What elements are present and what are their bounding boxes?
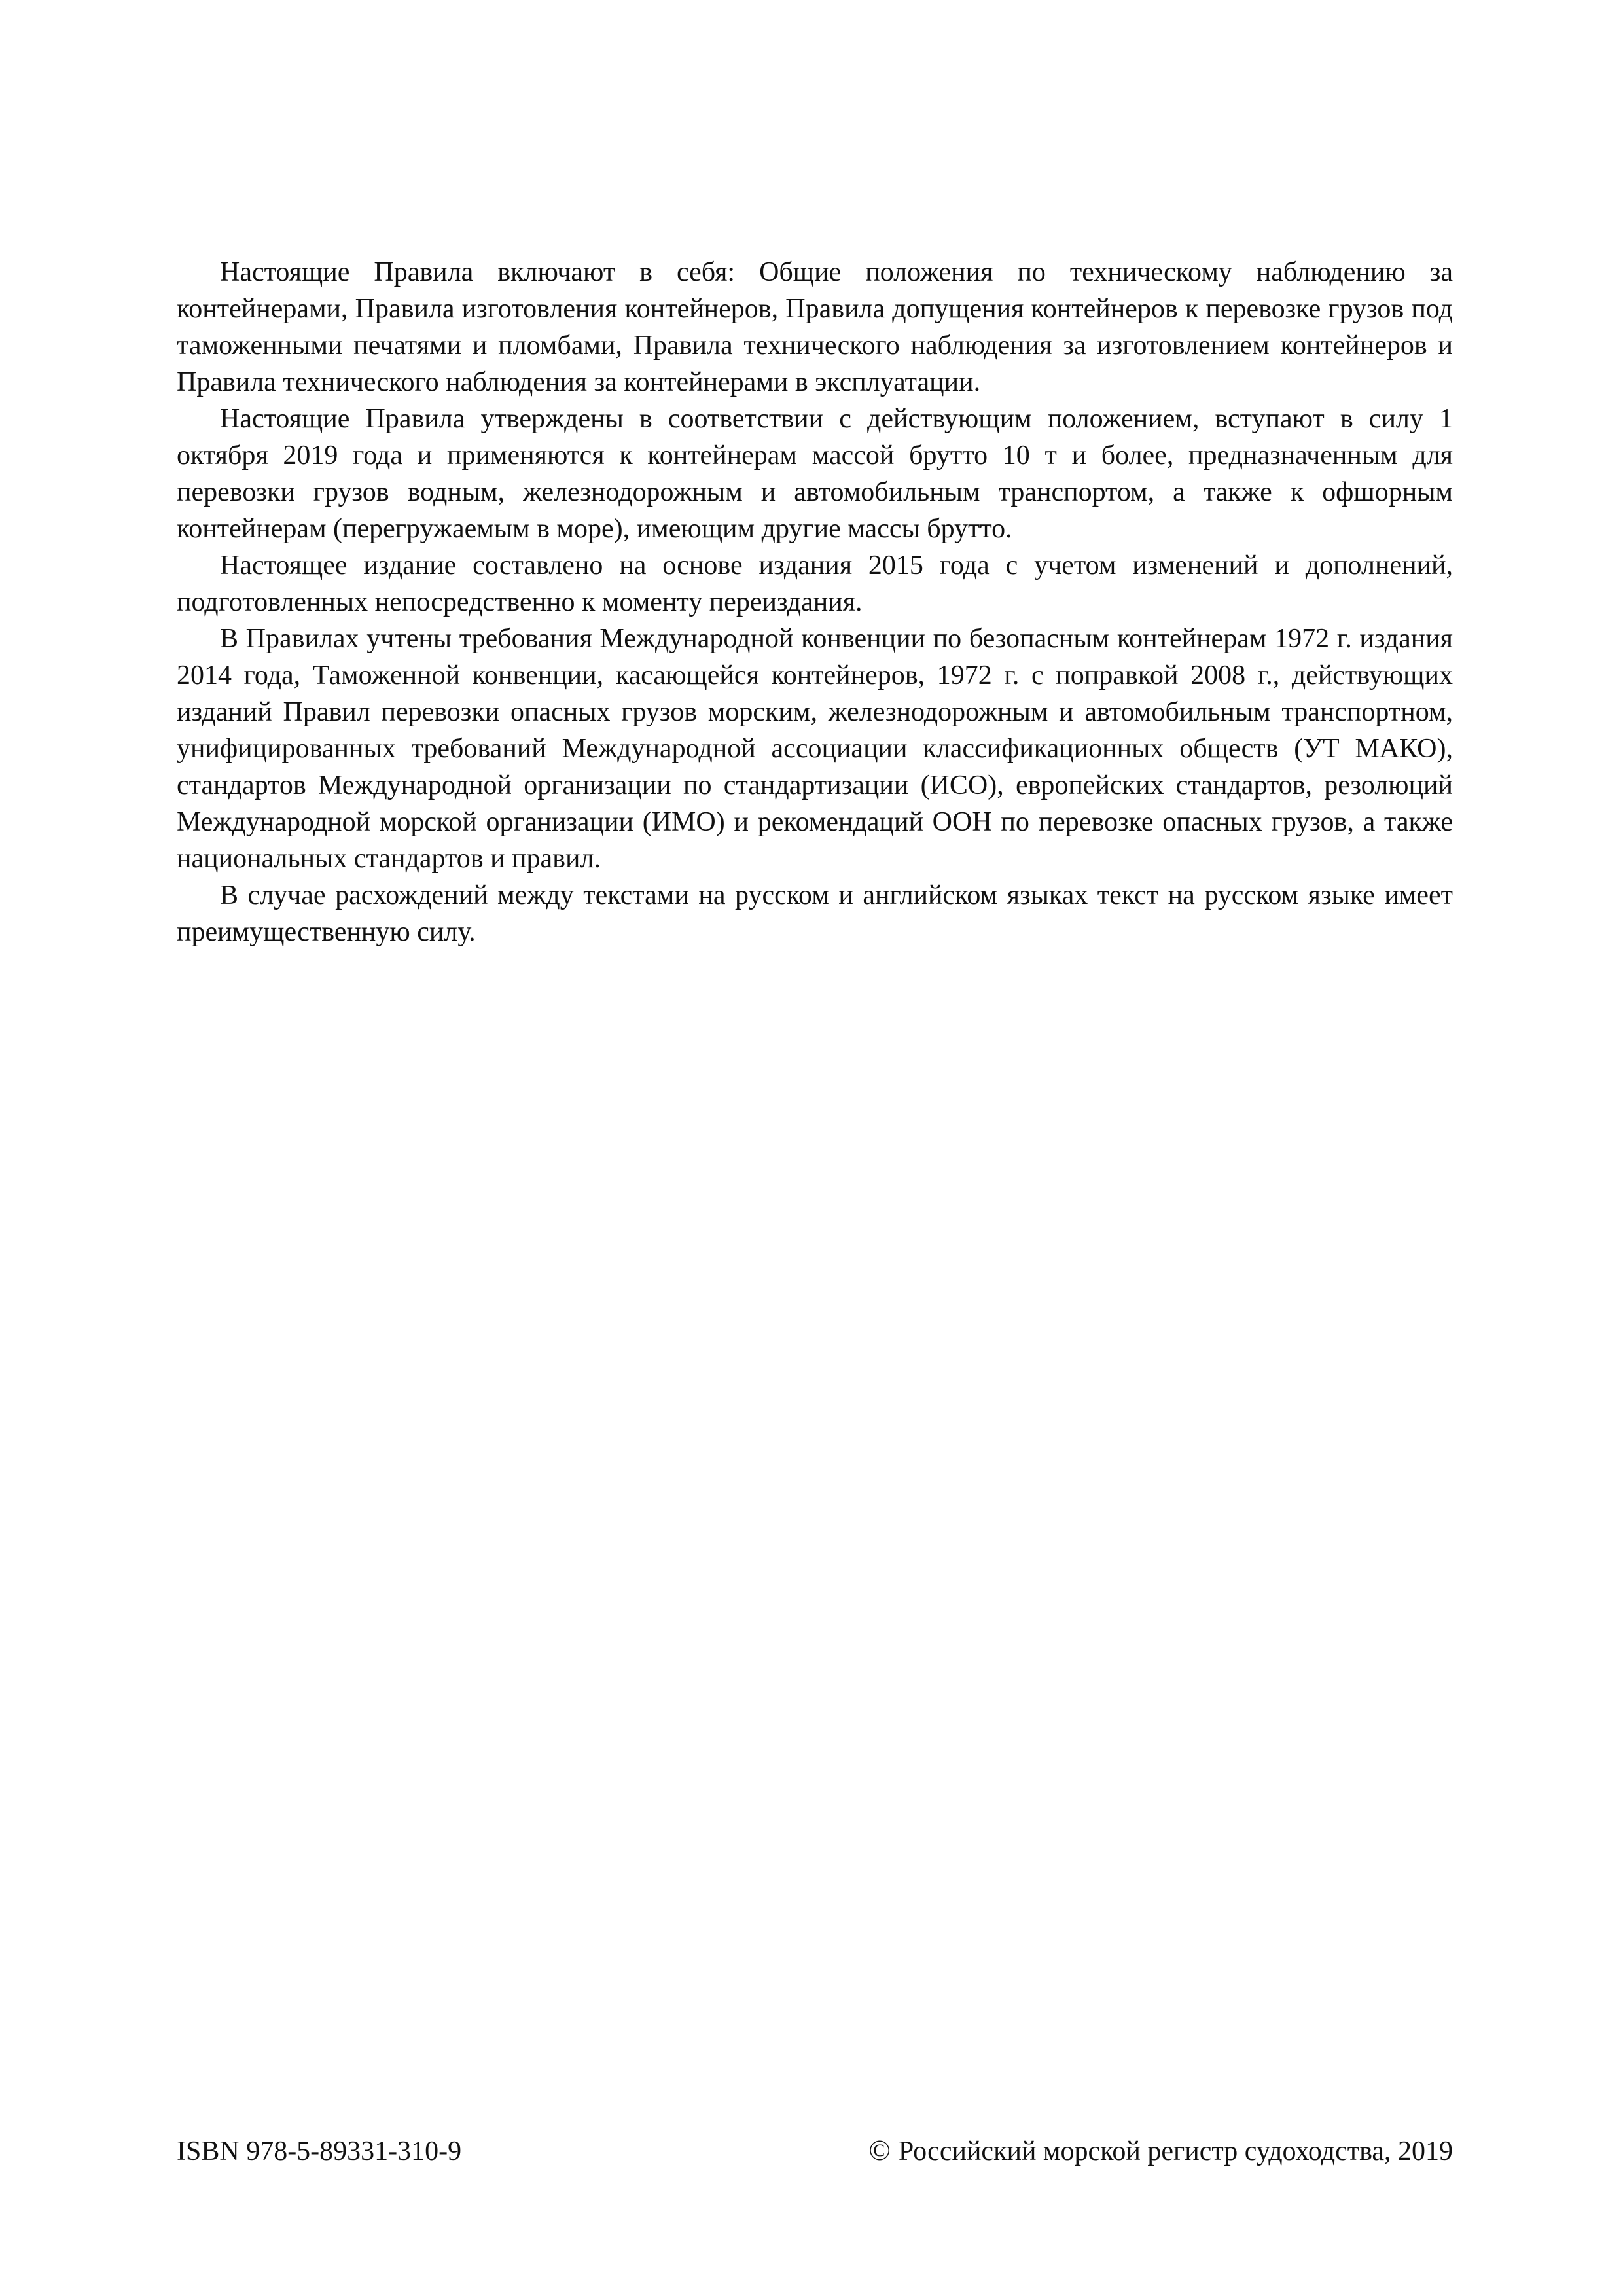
paragraph-approval: Настоящие Правила утверждены в соответствии с действующим положением, вступают в силу 1 октября 2019 года и применяются к контейнерам массой брутто 10 т и более, предназначенным для перевозки грузов водным, железнодорожным и автомобильным транспортом, а также к офшорным контейнерам (перегружаемым в море), имеющим другие массы брутто. [177,404,1453,544]
paragraph-requirements: В Правилах учтены требования Международной конвенции по безопасным контейнерам 1972 г. издания 2014 года, Таможенной конвенции, касающейся контейнеров, 1972 г. с поправкой 2008 г., действующих изданий Правил перевозки опасных грузов морским, железнодорожным и автомобильным транспортном, унифицированных требований Международной ассоциации классификационных обществ (УТ МАКО), стандартов Международной организации по стандартизации (ИСО), европейских стандартов, резолюций Международной морской организации (ИМО) и рекомендаций ООН по перевозке опасных грузов, а также национальных стандартов и правил. [177,624,1453,874]
body-text [177,254,1453,950]
copyright-text: Российский морской регистр судоходства, 2019 [898,2136,1453,2166]
paragraph-edition: Настоящее издание составлено на основе издания 2015 года с учетом изменений и дополнений, подготовленных непосредственно к моменту переиздания. [177,550,1453,617]
copyright [868,2132,1453,2170]
paragraph-language: В случае расхождений между текстами на русском и английском языках текст на русском языке имеет преимущественную силу. [177,880,1453,947]
paragraph-contents: Настоящие Правила включают в себя: Общие положения по техническому наблюдению за контейнерами, Правила изготовления контейнеров, Правила допущения контейнеров к перевозке грузов под таможенными печатями и пломбами, Правила технического наблюдения за изготовлением контейнеров и Правила технического наблюдения за контейнерами в эксплуатации. [177,257,1453,397]
isbn: ISBN 978-5-89331-310-9 [177,2136,462,2166]
copyright-icon: © [868,2134,891,2166]
page-footer [177,2132,1453,2170]
